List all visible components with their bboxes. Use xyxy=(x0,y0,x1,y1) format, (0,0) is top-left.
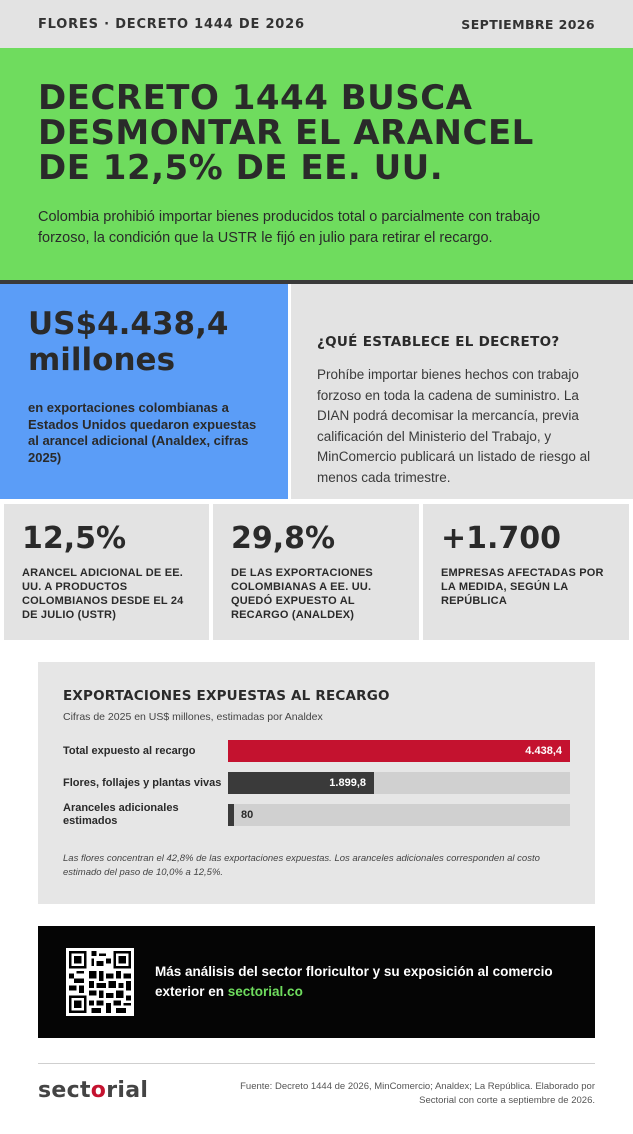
issue-date: SEPTIEMBRE 2026 xyxy=(461,16,595,32)
bar-value-label: 4.438,4 xyxy=(525,745,562,757)
bar-track xyxy=(228,740,570,762)
logo-o: o xyxy=(90,1078,107,1103)
key-figure-amount: US$4.438,4 millones xyxy=(28,306,229,378)
bar-track xyxy=(228,772,570,794)
bar-value-label: 80 xyxy=(241,809,254,821)
stat-card xyxy=(4,504,209,640)
footer-divider xyxy=(38,1063,595,1064)
stat-label: EMPRESAS AFECTADAS POR LA MEDIDA, SEGÚN LA REPÚBLICA xyxy=(441,567,604,607)
cta-message: Más análisis del sector floricultor y su exposición al comercio exterior en xyxy=(155,964,553,999)
chart-row xyxy=(63,804,570,826)
hero-panel xyxy=(0,48,633,280)
source-note: Fuente: Decreto 1444 de 2026, MinComercio; Analdex; La República. Elaborado por Sectorial con corte a septiembre de 2026. xyxy=(240,1081,595,1106)
stat-label: ARANCEL ADICIONAL DE EE. UU. A PRODUCTOS COLOMBIANOS DESDE EL 24 DE JULIO (USTR) xyxy=(22,567,184,621)
key-figure-description: en exportaciones colombianas a Estados Unidos quedaron expuestas al arancel adicional (Analdex, cifras 2025) xyxy=(28,400,257,465)
qr-code-icon[interactable] xyxy=(66,948,134,1016)
stat-value: 29,8% xyxy=(231,521,336,556)
stat-value: +1.700 xyxy=(441,521,562,556)
decree-panel xyxy=(291,284,633,499)
chart-note: Las flores concentran el 42,8% de las exportaciones expuestas. Los aranceles adicionales corresponden al costo estimado del paso de 10,0% a 12,5%. xyxy=(63,853,540,878)
stat-card xyxy=(213,504,419,640)
headline: DECRETO 1444 BUSCA DESMONTAR EL ARANCEL DE 12,5% DE EE. UU. xyxy=(38,78,534,188)
bar-label: Total expuesto al recargo xyxy=(63,744,196,757)
sectorial-logo xyxy=(38,1078,148,1103)
cta-text xyxy=(155,962,565,1002)
bar-track xyxy=(228,804,570,826)
decree-heading: ¿QUÉ ESTABLECE EL DECRETO? xyxy=(317,334,560,350)
top-bar xyxy=(0,0,633,48)
cta-link[interactable]: sectorial.co xyxy=(227,984,303,999)
logo-text-start: sect xyxy=(38,1078,91,1103)
bar-value-label: 1.899,8 xyxy=(329,777,366,789)
logo-text-end: rial xyxy=(106,1078,149,1103)
key-figure-panel xyxy=(0,284,288,499)
decree-body: Prohíbe importar bienes hechos con trabajo forzoso en toda la cadena de suministro. La DIAN podrá decomisar la mercancía, previa calificación del Ministerio del Trabajo, y MinComercio publicará un listado de riesgo al menos cada trimestre. xyxy=(317,367,591,485)
stat-card xyxy=(423,504,629,640)
section-label: FLORES · DECRETO 1444 DE 2026 xyxy=(38,16,305,32)
stat-label: DE LAS EXPORTACIONES COLOMBIANAS A EE. UU. QUEDÓ EXPUESTO AL RECARGO (ANALDEX) xyxy=(231,567,373,621)
chart-row xyxy=(63,740,570,762)
bar-label: Aranceles adicionales estimados xyxy=(63,802,179,827)
stat-value: 12,5% xyxy=(22,521,127,556)
bar-chart xyxy=(38,662,595,904)
chart-title: EXPORTACIONES EXPUESTAS AL RECARGO xyxy=(63,688,390,704)
hero-summary: Colombia prohibió importar bienes producidos total o parcialmente con trabajo forzoso, la condición que la USTR le fijó en julio para retirar el recargo. xyxy=(38,209,541,246)
cta-banner[interactable] xyxy=(38,926,595,1038)
bar xyxy=(228,740,570,762)
chart-subtitle: Cifras de 2025 en US$ millones, estimadas por Analdex xyxy=(63,711,323,723)
bar-label: Flores, follajes y plantas vivas xyxy=(63,776,222,789)
chart-row xyxy=(63,772,570,794)
bar xyxy=(228,804,234,826)
